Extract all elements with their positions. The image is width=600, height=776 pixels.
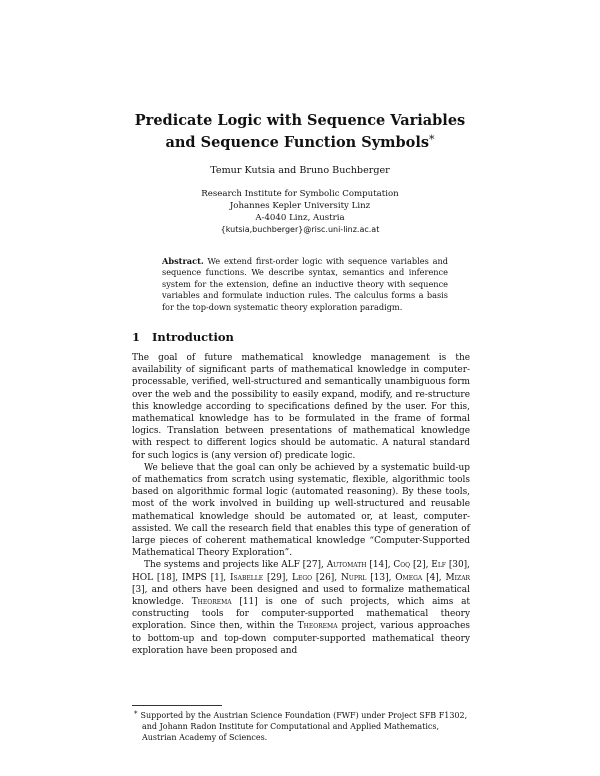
system-isabelle: Isabelle	[229, 572, 264, 583]
footnote	[132, 709, 470, 743]
system-coq: Coq	[393, 560, 411, 571]
body-text	[132, 352, 470, 657]
system-theorema: Theorema	[191, 597, 232, 608]
p3-text-2: [14],	[369, 560, 391, 571]
p3-text-11: project, various approaches to bottom-up and top-down computer-supported mathematical theory exploration have been proposed and	[132, 621, 471, 656]
affiliation-city: A-4040 Linz, Austria	[255, 213, 345, 223]
system-omega: Omega	[395, 572, 423, 583]
footnote-marker: *	[134, 710, 138, 718]
p3-text-5: [29],	[266, 572, 289, 583]
section-heading	[132, 330, 234, 344]
system-automath: Automath	[326, 560, 367, 571]
p3-text-9: [3], and others have been designed and used to formalize mathematical knowledge.	[132, 584, 470, 608]
p3-text-4: [30], HOL [18], IMPS [1],	[132, 560, 470, 583]
footnote-text: Supported by the Austrian Science Foundation (FWF) under Project SFB F1302, and Johann Radon Institute for Computational and Applied Mathematics, Austrian Academy of Sciences.	[140, 711, 468, 742]
paragraph-1: The goal of future mathematical knowledge management is the availability of significant parts of mathematical knowledge in computer-processable, verified, well-structured and semantically unambiguous form over the web and the possibility to easily expand, modify, and re-structure this knowledge according to specifications defined by the user. For this, mathematical knowledge has to be formulated in the frame of formal logics. Translation between presentations of mathematical knowledge with respect to different logics should be automatic. A natural standard for such logics is (any version of) predicate logic.	[132, 353, 470, 461]
system-theorema-2: Theorema	[297, 621, 338, 632]
paper-title	[100, 111, 500, 152]
footnote-rule	[132, 705, 222, 706]
p3-text-8: [4],	[426, 572, 442, 583]
section-number: 1	[132, 330, 141, 344]
affiliation-university: Johannes Kepler University Linz	[229, 201, 371, 211]
system-lego: Lego	[292, 572, 313, 583]
p3-text-3: [2],	[412, 560, 429, 571]
abstract-text: We extend first-order logic with sequence variables and sequence functions. We describe syntax, semantics and inference system for the extension, define an inductive theory with sequence variables and formulate induction rules. The calculus forms a basis for the top-down systematic theory exploration paradigm.	[162, 256, 448, 312]
affiliation-block	[100, 188, 500, 236]
paragraph-3	[132, 559, 470, 657]
system-elf: Elf	[431, 560, 446, 571]
paragraph-2: We believe that the goal can only be achieved by a systematic build-up of mathematics from scratch using systematic, flexible, algorithmic tools based on algorithmic formal logic (automated reasoning). By these tools, most of the work involved in building up well-structured and reusable mathematical knowledge should be automated or, at least, computer-assisted. We call the research field that enables this type of generation of large pieces of coherent mathematical knowledge “Computer-Supported Mathematical Theory Exploration”.	[132, 462, 470, 559]
abstract	[162, 256, 448, 313]
abstract-label: Abstract.	[162, 256, 204, 266]
p3-text-7: [13],	[370, 572, 392, 583]
p3-text-6: [26],	[315, 572, 338, 583]
author-email: {kutsia,buchberger}@risc.uni-linz.ac.at	[220, 225, 380, 234]
author-list: Temur Kutsia and Bruno Buchberger	[210, 165, 390, 176]
system-mizar: Mizar	[445, 572, 471, 583]
system-nuprl: Nuprl	[340, 572, 367, 583]
title-line-2	[100, 130, 500, 152]
title-line-1: Predicate Logic with Sequence Variables	[134, 112, 466, 129]
section-title: Introduction	[152, 330, 234, 344]
title-footnote-marker: *	[429, 133, 435, 146]
title-line-2-text: and Sequence Function Symbols	[165, 134, 429, 151]
affiliation-institute: Research Institute for Symbolic Computation	[201, 189, 399, 199]
p3-text-10: [11] is one of such projects, which aims at constructing tools for computer-supported mathematical theory exploration. Since then, within the	[132, 597, 471, 632]
p3-text-1: The systems and projects like ALF [27],	[144, 560, 324, 571]
